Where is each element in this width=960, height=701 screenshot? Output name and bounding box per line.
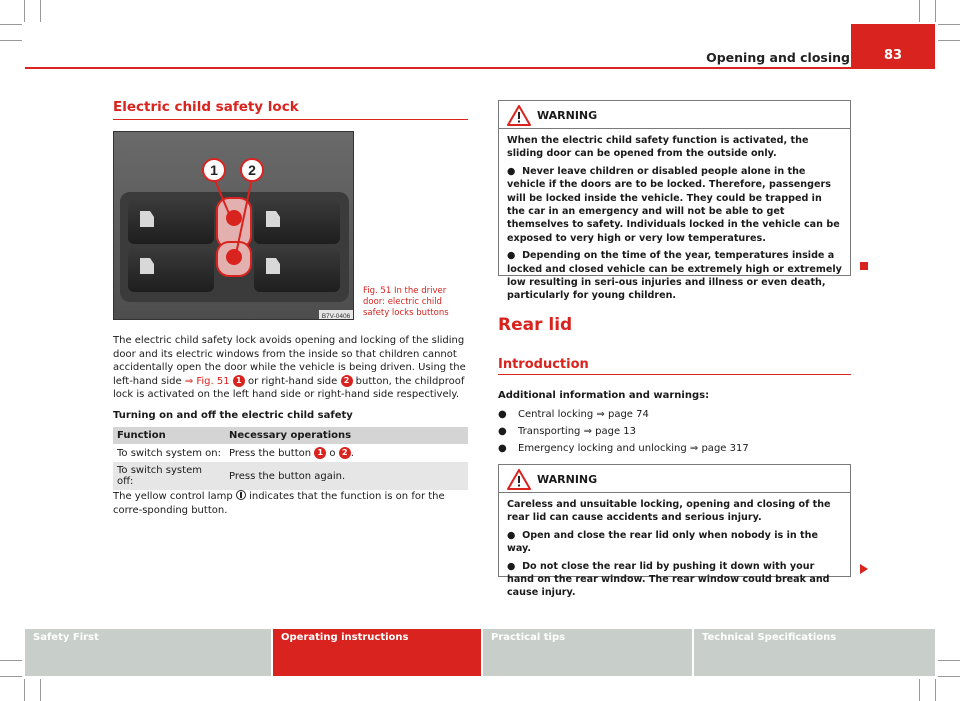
crop-mark <box>24 679 25 701</box>
control-lamp-paragraph: The yellow control lamp indicates that the function is on for the corre-sponding button. <box>113 491 445 516</box>
warning-box <box>498 464 851 599</box>
crop-mark <box>0 676 22 677</box>
warning-box <box>498 100 851 302</box>
chapter-title: Rear lid <box>498 315 573 335</box>
footer-tab-safety-first[interactable]: Safety First <box>25 629 271 676</box>
table-header-row <box>113 427 468 444</box>
warning-header <box>499 465 850 493</box>
crop-mark <box>0 24 22 25</box>
svg-text:2: 2 <box>248 162 256 178</box>
crop-mark <box>938 40 960 41</box>
crop-mark <box>935 0 936 22</box>
footer-tab-operating-instructions[interactable]: Operating instructions <box>273 629 481 676</box>
number-badge: 1 <box>314 447 326 459</box>
crop-mark <box>24 0 25 22</box>
intro-paragraph: The electric child safety lock avoids opening and locking of the sliding door and its electric windows from the inside so that children cannot accidentally open the door while the vehicle is being driven. Using the left-hand side ⇒ Fig. 51 1 or right-hand side 2 button, the childproof lock is activated on the left hand side or right-hand side respectively. <box>113 335 466 400</box>
table-header-cell: Necessary operations <box>225 427 468 444</box>
operations-table <box>113 427 468 490</box>
crop-mark <box>935 679 936 701</box>
header-rule <box>25 67 935 69</box>
figure-caption: Fig. 51 In the driver door: electric child safety locks buttons <box>363 286 449 318</box>
figure-door-buttons <box>113 131 354 320</box>
crop-mark <box>0 660 22 661</box>
svg-text:1: 1 <box>210 162 218 178</box>
warning-title: WARNING <box>537 473 598 486</box>
number-badge: 1 <box>233 375 245 387</box>
bullet-glyph: ● <box>507 560 516 572</box>
page-number: 83 <box>883 48 903 63</box>
crop-mark <box>40 0 41 22</box>
crop-mark <box>938 676 960 677</box>
warning-title: WARNING <box>537 109 598 122</box>
table-cell: Press the button again. <box>225 462 468 490</box>
reference-list <box>498 406 749 457</box>
footer-tab-practical-tips[interactable]: Practical tips <box>483 629 692 676</box>
bullet-glyph: ● <box>507 165 516 177</box>
figure-link[interactable]: ⇒ Fig. 51 <box>184 375 230 387</box>
table-cell: Press the button 1 o 2 . <box>225 444 468 462</box>
figure-code: B7V-0406 <box>321 313 351 320</box>
section-end-mark <box>860 262 868 270</box>
door-panel-illustration <box>114 132 354 320</box>
table-cell: To switch system on: <box>113 444 225 462</box>
bullet-glyph: ● <box>507 250 516 262</box>
running-header-title: Opening and closing <box>706 50 850 65</box>
list-item[interactable]: ● Emergency locking and unlocking ⇒ page 317 <box>498 443 749 454</box>
table-cell: To switch system off: <box>113 462 225 490</box>
footer-tab-technical-specifications[interactable]: Technical Specifications <box>694 629 935 676</box>
crop-mark <box>938 660 960 661</box>
list-item[interactable]: ● Central locking ⇒ page 74 <box>498 409 649 420</box>
table-heading: Turning on and off the electric child safety <box>113 410 353 421</box>
control-lamp-icon <box>236 490 246 500</box>
table-row <box>113 444 468 462</box>
crop-mark <box>0 40 22 41</box>
table-row <box>113 462 468 490</box>
table-header-cell: Function <box>113 427 225 444</box>
crop-mark <box>919 0 920 22</box>
warning-header <box>499 101 850 129</box>
continued-arrow-icon <box>860 564 868 574</box>
section-rule <box>113 119 468 120</box>
crop-mark <box>938 24 960 25</box>
section-rule <box>498 374 851 375</box>
section-title: Electric child safety lock <box>113 99 299 115</box>
number-badge: 2 <box>341 375 353 387</box>
additional-info-heading: Additional information and warnings: <box>498 390 710 401</box>
crop-mark <box>919 679 920 701</box>
bullet-glyph: ● <box>507 529 516 541</box>
warning-body: Careless and unsuitable locking, opening and closing of the rear lid can cause accidents and serious injury. ● Open and close the rear lid only when nobody is in the way. ● Do not close the rear lid by pushing it down with your hand on the rear window. The rear window could break and cause injury. <box>507 499 831 599</box>
crop-mark <box>40 679 41 701</box>
section-title: Introduction <box>498 357 589 372</box>
warning-triangle-icon <box>507 105 531 126</box>
number-badge: 2 <box>339 447 351 459</box>
list-item[interactable]: ● Transporting ⇒ page 13 <box>498 426 637 437</box>
warning-body: When the electric child safety function is activated, the sliding door can be opened from the outside only. ● Never leave children or disabled people alone in the vehicle if the doors are to be locked. Therefore, passengers will be locked inside the vehicle. They could be trapped in the car in an emergency and will not be able to get themselves to safety. Individuals locked in the vehicle can be exposed to very high or very low temperatures. ● Depending on the time of the year, temperatures inside a locked and closed vehicle can be extremely high or extremely low resulting in seri-ous injuries and illness or even death, particularly for young children. <box>507 135 842 302</box>
warning-triangle-icon <box>507 469 531 490</box>
